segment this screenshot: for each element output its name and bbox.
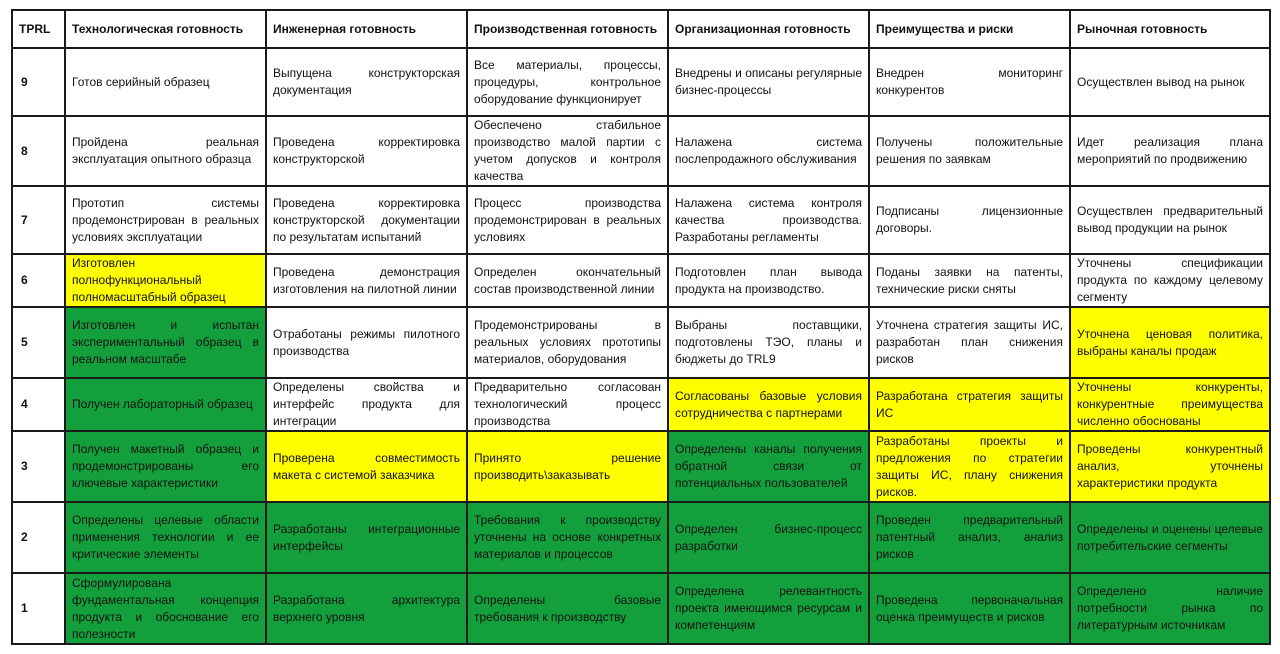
cell-text: Поданы заявки на патенты, технические риски сняты xyxy=(876,264,1063,296)
table-cell xyxy=(266,254,467,307)
cell-text: Определены и оценены целевые потребительские сегменты xyxy=(1077,521,1263,553)
table-cell xyxy=(1070,186,1270,254)
table-cell xyxy=(869,186,1070,254)
table-cell xyxy=(65,116,266,186)
cell-text: Проведена корректировка конструкторской xyxy=(273,135,460,166)
table-cell xyxy=(668,254,869,307)
level-number: 6 xyxy=(12,254,65,307)
cell-text: Пройдена реальная эксплуатация опытного образца xyxy=(72,135,259,166)
table-cell xyxy=(266,502,467,573)
table-row-level-5 xyxy=(12,307,1270,378)
cell-text: Определены свойства и интерфейс продукта для интеграции xyxy=(273,380,460,428)
table-cell xyxy=(266,48,467,116)
cell-text: Определены каналы получения обратной связи от потенциальных пользователей xyxy=(675,442,862,490)
table-cell xyxy=(668,378,869,431)
table-cell xyxy=(65,254,266,307)
table-cell xyxy=(668,573,869,644)
table-cell xyxy=(266,186,467,254)
level-number: 7 xyxy=(12,186,65,254)
header-market: Рыночная готовность xyxy=(1070,10,1270,48)
table-cell xyxy=(1070,116,1270,186)
table-cell xyxy=(869,431,1070,502)
cell-text: Выпущена конструкторская документация xyxy=(273,66,460,97)
cell-text: Определены целевые области применения технологии и ее критические элементы xyxy=(72,513,259,561)
header-tprl: TPRL xyxy=(12,10,65,48)
header-row xyxy=(12,10,1270,48)
table-row-level-7 xyxy=(12,186,1270,254)
cell-text: Процесс производства продемонстрирован в реальных условиях xyxy=(474,195,661,244)
header-advantages-risks: Преимущества и риски xyxy=(869,10,1070,48)
level-number: 8 xyxy=(12,116,65,186)
table-cell xyxy=(65,378,266,431)
table-cell xyxy=(1070,502,1270,573)
cell-text: Проведена первоначальная оценка преимуществ и рисков xyxy=(876,592,1063,624)
table-cell xyxy=(869,307,1070,378)
table-cell xyxy=(467,48,668,116)
cell-text: Готов серийный образец xyxy=(72,74,210,89)
cell-text: Разработаны интеграционные интерфейсы xyxy=(273,521,460,553)
cell-text: Уточнены конкуренты, конкурентные преимущества численно обоснованы xyxy=(1077,380,1263,428)
table-row-level-8 xyxy=(12,116,1270,186)
cell-text: Разработана архитектура верхнего уровня xyxy=(273,592,460,624)
table-cell xyxy=(467,307,668,378)
cell-text: Получен макетный образец и продемонстрированы его ключевые характеристики xyxy=(72,442,259,490)
cell-text: Принято решение производить\заказывать xyxy=(474,450,661,482)
cell-text: Согласованы базовые условия сотрудничества с партнерами xyxy=(675,388,862,420)
cell-text: Подготовлен план вывода продукта на производство. xyxy=(675,264,862,296)
table-cell xyxy=(467,378,668,431)
table-cell xyxy=(869,254,1070,307)
table-cell xyxy=(869,573,1070,644)
table-cell xyxy=(1070,307,1270,378)
cell-text: Выбраны поставщики, подготовлены ТЭО, планы и бюджеты до TRL9 xyxy=(675,318,862,366)
tprl-table xyxy=(11,9,1271,645)
cell-text: Подписаны лицензионные договоры. xyxy=(876,204,1063,235)
cell-text: Определен окончательный состав производственной линии xyxy=(474,264,661,296)
cell-text: Уточнена стратегия защиты ИС, разработан план снижения рисков xyxy=(876,318,1063,366)
cell-text: Уточнены спецификации продукта по каждому целевому сегменту xyxy=(1077,256,1263,304)
table-row-level-9 xyxy=(12,48,1270,116)
table-cell xyxy=(467,502,668,573)
cell-text: Все материалы, процессы, процедуры, контрольное оборудование функционирует xyxy=(474,57,661,106)
cell-text: Определено наличие потребности рынка по литературным источникам xyxy=(1077,584,1263,632)
table-cell xyxy=(869,378,1070,431)
table-row-level-6 xyxy=(12,254,1270,307)
table-cell xyxy=(467,116,668,186)
level-number: 2 xyxy=(12,502,65,573)
table-cell xyxy=(668,186,869,254)
cell-text: Сформулирована фундаментальная концепция продукта и обоснование его полезности xyxy=(72,575,259,641)
header-engineering: Инженерная готовность xyxy=(266,10,467,48)
cell-text: Внедрен мониторинг конкурентов xyxy=(876,66,1063,97)
table-cell xyxy=(266,573,467,644)
cell-text: Получен лабораторный образец xyxy=(72,397,253,411)
cell-text: Уточнена ценовая политика, выбраны каналы продаж xyxy=(1077,326,1263,358)
table-cell xyxy=(467,254,668,307)
table-cell xyxy=(65,48,266,116)
cell-text: Проверена совместимость макета с системой заказчика xyxy=(273,450,460,482)
cell-text: Разработана стратегия защиты ИС xyxy=(876,388,1063,420)
table-cell xyxy=(1070,254,1270,307)
level-number: 5 xyxy=(12,307,65,378)
cell-text: Определена релевантность проекта имеющимся ресурсам и компетенциям xyxy=(675,584,862,632)
cell-text: Определен бизнес-процесс разработки xyxy=(675,521,862,553)
table-cell xyxy=(65,186,266,254)
table-row-level-4 xyxy=(12,378,1270,431)
cell-text: Идет реализация плана мероприятий по продвижению xyxy=(1077,135,1263,166)
table-cell xyxy=(869,502,1070,573)
header-technological: Технологическая готовность xyxy=(65,10,266,48)
cell-text: Продемонстрированы в реальных условиях прототипы материалов, оборудования xyxy=(474,318,661,366)
level-number: 9 xyxy=(12,48,65,116)
cell-text: Осуществлен вывод на рынок xyxy=(1077,74,1245,89)
cell-text: Изготовлен и испытан экспериментальный образец в реальном масштабе xyxy=(72,318,259,366)
table-cell xyxy=(668,48,869,116)
table-cell xyxy=(266,378,467,431)
level-number: 3 xyxy=(12,431,65,502)
table-cell xyxy=(266,307,467,378)
cell-text: Налажена система контроля качества производства. Разработаны регламенты xyxy=(675,195,862,244)
cell-text: Требования к производству уточнены на основе конкретных материалов и процессов xyxy=(474,513,661,561)
cell-text: Разработаны проекты и предложения по стратегии защиты ИС, плану снижения рисков. xyxy=(876,433,1063,499)
cell-text: Определены базовые требования к производству xyxy=(474,592,661,624)
table-cell xyxy=(467,186,668,254)
table-cell xyxy=(467,573,668,644)
table-cell xyxy=(1070,431,1270,502)
table-cell xyxy=(869,48,1070,116)
table-cell xyxy=(65,573,266,644)
cell-text: Прототип системы продемонстрирован в реальных условиях эксплуатации xyxy=(72,195,259,244)
table-row-level-2 xyxy=(12,502,1270,573)
table-cell xyxy=(1070,378,1270,431)
cell-text: Проведен предварительный патентный анализ, анализ рисков xyxy=(876,513,1063,561)
cell-text: Предварительно согласован технологический процесс производства xyxy=(474,380,661,428)
header-organizational: Организационная готовность xyxy=(668,10,869,48)
table-row-level-1 xyxy=(12,573,1270,644)
header-production: Производственная готовность xyxy=(467,10,668,48)
cell-text: Проведены конкурентный анализ, уточнены характеристики продукта xyxy=(1077,442,1263,490)
level-number: 4 xyxy=(12,378,65,431)
table-cell xyxy=(668,502,869,573)
cell-text: Отработаны режимы пилотного производства xyxy=(273,326,460,358)
cell-text: Осуществлен предварительный вывод продукции на рынок xyxy=(1077,204,1263,235)
table-cell xyxy=(668,431,869,502)
table-cell xyxy=(869,116,1070,186)
table-cell xyxy=(266,116,467,186)
table-cell xyxy=(65,502,266,573)
table-row-level-3 xyxy=(12,431,1270,502)
table-cell xyxy=(65,307,266,378)
table-cell xyxy=(266,431,467,502)
cell-text: Внедрены и описаны регулярные бизнес-процессы xyxy=(675,66,862,97)
cell-text: Изготовлен полнофункциональный полномасштабный образец xyxy=(72,256,226,304)
cell-text: Получены положительные решения по заявкам xyxy=(876,135,1063,166)
cell-text: Обеспечено стабильное производство малой партии с учетом допусков и контроля качества xyxy=(474,118,661,183)
cell-text: Проведена демонстрация изготовления на пилотной линии xyxy=(273,264,460,296)
table-cell xyxy=(668,307,869,378)
table-cell xyxy=(1070,573,1270,644)
cell-text: Налажена система послепродажного обслуживания xyxy=(675,135,862,166)
table-cell xyxy=(668,116,869,186)
table-cell xyxy=(1070,48,1270,116)
table-cell xyxy=(65,431,266,502)
table-cell xyxy=(467,431,668,502)
cell-text: Проведена корректировка конструкторской документации по результатам испытаний xyxy=(273,195,460,244)
level-number: 1 xyxy=(12,573,65,644)
